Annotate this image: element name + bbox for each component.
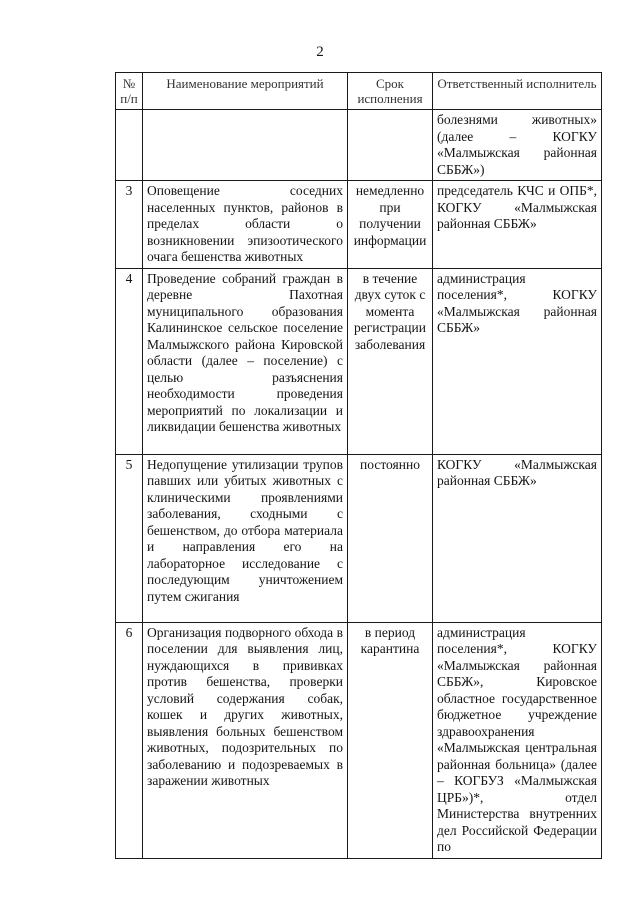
table-header-row: [116, 73, 602, 110]
row-number: [116, 110, 143, 181]
measures-table: [115, 72, 602, 859]
row-number: 3: [116, 181, 143, 269]
table-row: [116, 181, 602, 269]
table-row: [116, 110, 602, 181]
table-row: [116, 622, 602, 858]
row-number: 6: [116, 622, 143, 858]
row-number: 4: [116, 268, 143, 454]
page-number: 2: [316, 44, 324, 60]
header-name: Наименование мероприятий: [143, 73, 348, 110]
row-responsible: администрация поселения*, КОГКУ «Малмыжская районная СББЖ», Кировское областное государственное бюджетное учреждение здравоохранения «Малмыжская центральная районная больница» (далее – КОГБУЗ «Малмыжская ЦРБ»)*, отдел Министерства внутренних дел Российской Федерации по: [433, 622, 602, 858]
header-responsible: Ответственный исполнитель: [433, 73, 602, 110]
row-term: немедленно при получении информации: [348, 181, 433, 269]
row-term: постоянно: [348, 454, 433, 622]
row-measure: Проведение собраний граждан в деревне Пахотная муниципального образования Калининское сельское поселение Малмыжского района Кировской области (далее – поселение) с целью разъяснения необходимости проведения мероприятий по локализации и ликвидации бешенства животных: [143, 268, 348, 454]
row-responsible: КОГКУ «Малмыжская районная СББЖ»: [433, 454, 602, 622]
row-measure: Организация подворного обхода в поселении для выявления лиц, нуждающихся в прививках против бешенства, проверки условий содержания собак, кошек и других животных, выявления больных бешенством животных, подозрительных по заболеванию и подозреваемых в заражении животных: [143, 622, 348, 858]
row-number: 5: [116, 454, 143, 622]
row-measure: Оповещение соседних населенных пунктов, районов в пределах области о возникновении эпизоотического очага бешенства животных: [143, 181, 348, 269]
row-term: в течение двух суток с момента регистрации заболевания: [348, 268, 433, 454]
row-measure: [143, 110, 348, 181]
row-term: в период карантина: [348, 622, 433, 858]
table-row: [116, 268, 602, 454]
header-num: № п/п: [116, 73, 143, 110]
header-term: Срок исполнения: [348, 73, 433, 110]
row-term: [348, 110, 433, 181]
table-row: [116, 454, 602, 622]
row-responsible: председатель КЧС и ОПБ*, КОГКУ «Малмыжская районная СББЖ»: [433, 181, 602, 269]
row-responsible: администрация поселения*, КОГКУ «Малмыжская районная СББЖ»: [433, 268, 602, 454]
row-measure: Недопущение утилизации трупов павших или убитых животных с клиническими проявлениями заболевания, сходными с бешенством, до отбора материала и направления его на лабораторное исследование с последующим уничтожением путем сжигания: [143, 454, 348, 622]
row-responsible: болезнями животных» (далее – КОГКУ «Малмыжская районная СББЖ»): [433, 110, 602, 181]
